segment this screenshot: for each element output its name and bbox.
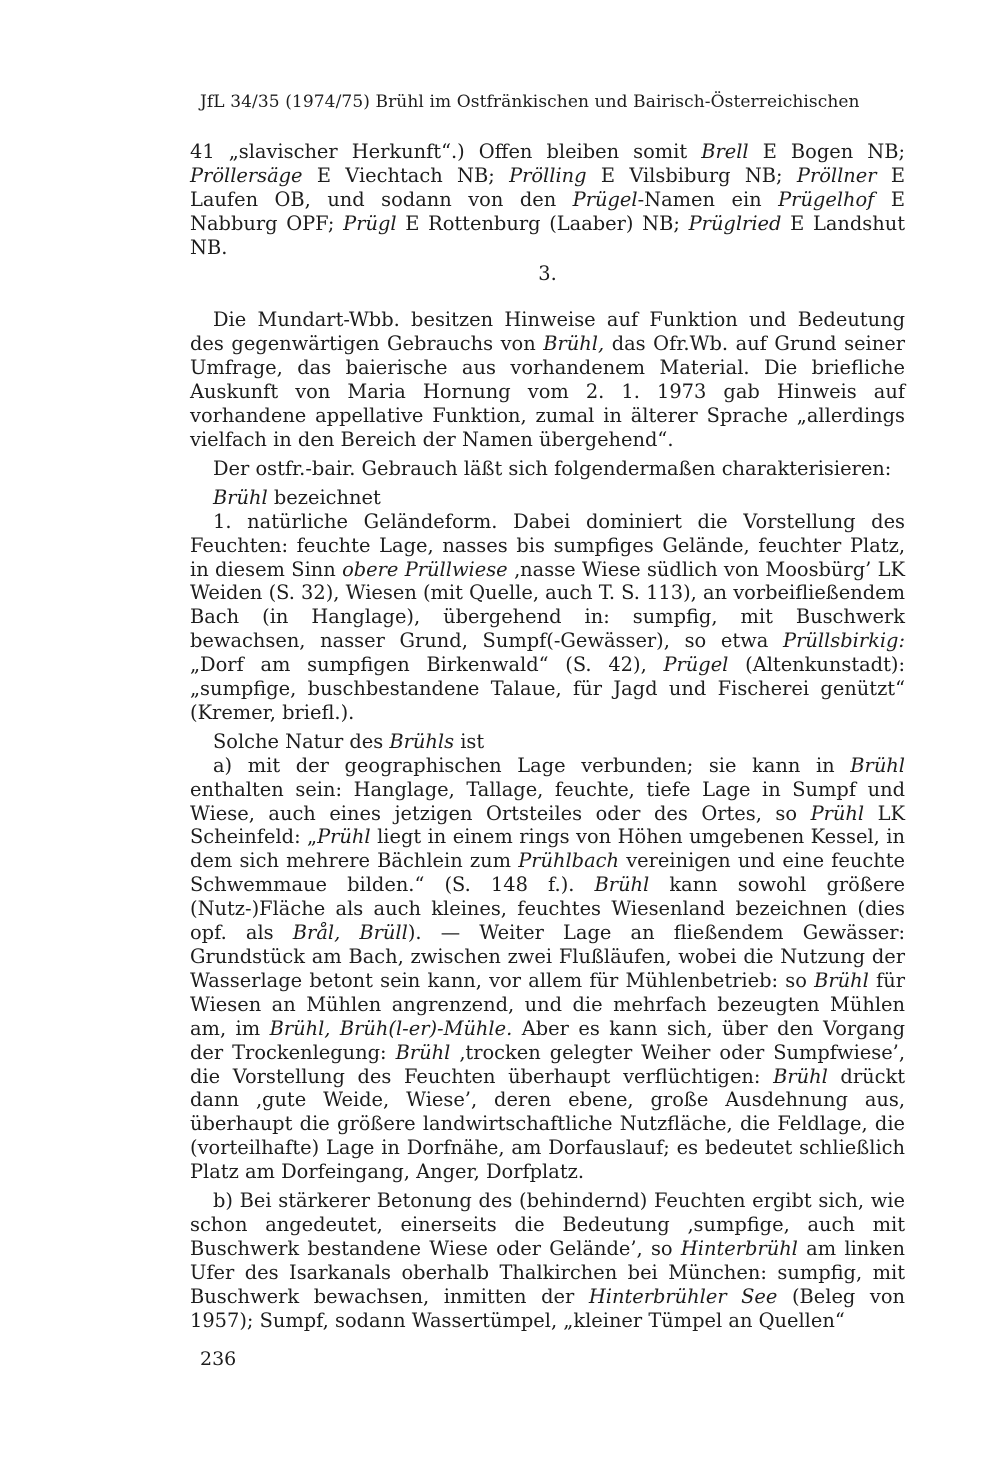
page-number: 236 — [200, 1348, 237, 1370]
running-head: JfL 34/35 (1974/75) Brühl im Ostfränkischen und Bairisch-Österreichischen — [200, 92, 860, 112]
paragraph-bezeichnet: Brühl bezeichnet — [213, 485, 381, 509]
body-text — [190, 140, 905, 1333]
paragraph-gebrauch: Der ostfr.-bair. Gebrauch läßt sich folgendermaßen charakterisieren: — [213, 456, 892, 480]
paragraph-a: a) mit der geographischen Lage verbunden; sie kann in Brühl enthalten sein: Hanglage, Tallage, feuchte, tiefe Lage in Sumpf und Wiese, auch eines jetzigen Ortsteiles oder des Ortes, so Prühl LK Scheinfeld: „Prühl liegt in einem rings von Höhen umgebenen Kessel, in dem sich mehrere Bächlein zum Prühlbach vereinigen und eine feuchte Schwemmaue bilden.“ (S. 148 f.). Brühl kann sowohl größere (Nutz-)Fläche als auch kleines, feuchtes Wiesenland bezeichnen (dies opf. als Brål, Brüll). — Weiter Lage an fließendem Gewässer: Grundstück am Bach, zwischen zwei Flußläufen, wobei die Nutzung der Wasserlage betont sein kann, vor allem für Mühlenbetrieb: so Brühl für Wiesen an Mühlen angrenzend, und die mehrfach bezeugten Mühlen am, im Brühl, Brüh(l-er)-Mühle. Aber es kann sich, über den Vorgang der Trockenlegung: Brühl ‚trocken gelegter Weiher oder Sumpfwiese’, die Vorstellung des Feuchten überhaupt verflüchtigen: Brühl drückt dann ‚gute Weide, Wiese’, deren ebene, große Ausdehnung aus, überhaupt die größere landwirtschaftliche Nutzfläche, die Feldlage, die (vorteilhafte) Lage in Dorfnähe, am Dorfauslauf; es bedeutet schließlich Platz am Dorfeingang, Anger, Dorfplatz. — [190, 753, 906, 1184]
paragraph-b: b) Bei stärkerer Betonung des (behindernd) Feuchten ergibt sich, wie schon angedeutet, einerseits die Bedeutung ‚sumpfige, auch mit Buschwerk bestandene Wiese oder Gelände’, so Hinterbrühl am linken Ufer des Isarkanals oberhalb Thalkirchen bei München: sumpfig, mit Buschwerk bewachsen, inmitten der Hinterbrühler See (Beleg von 1957); Sumpf, sodann Wassertümpel, „kleiner Tümpel an Quellen“ — [190, 1189, 906, 1332]
section-number: 3. — [538, 261, 557, 285]
paragraph-mundart: Die Mundart-Wbb. besitzen Hinweise auf Funktion und Bedeutung des gegenwärtigen Gebrauchs von Brühl, das Ofr.Wb. auf Grund seiner Umfrage, das baierische aus vorhandenem Material. Die briefliche Auskunft von Maria Hornung vom 2. 1. 1973 gab Hinweis auf vorhandene appellative Funktion, zumal in älterer Sprache „allerdings vielfach in den Bereich der Namen übergehend“. — [190, 308, 905, 451]
paragraph-natur: Solche Natur des Brühls ist — [213, 729, 485, 753]
paragraph-continuation: 41 „slavischer Herkunft“.) Offen bleiben somit Brell E Bogen NB; Pröllersäge E Viechtach NB; Prölling E Vilsbiburg NB; Pröllner E Laufen OB, und sodann von den Prügel-Namen ein Prügelhof E Nabburg OPF; Prügl E Rottenburg (Laaber) NB; Prüglried E Landshut NB. — [190, 140, 906, 259]
paragraph-gelaendeform: 1. natürliche Geländeform. Dabei dominiert die Vorstellung des Feuchten: feuchte Lage, nasses bis sumpfiges Gelände, feuchter Platz, in diesem Sinn obere Prüllwiese ‚nasse Wiese südlich von Moosbürg’ LK Weiden (S. 32), Wiesen (mit Quelle, auch T. S. 113), an vorbeifließendem Bach (in Hanglage), übergehend in: sumpfig, mit Buschwerk bewachsen, nasser Grund, Sumpf(-Gewässer), so etwa Prüllsbirkig: „Dorf am sumpfigen Birkenwald“ (S. 42), Prügel (Altenkunstadt): „sumpfige, buschbestandene Talaue, für Jagd und Fischerei genützt“ (Kremer, briefl.). — [190, 509, 905, 724]
